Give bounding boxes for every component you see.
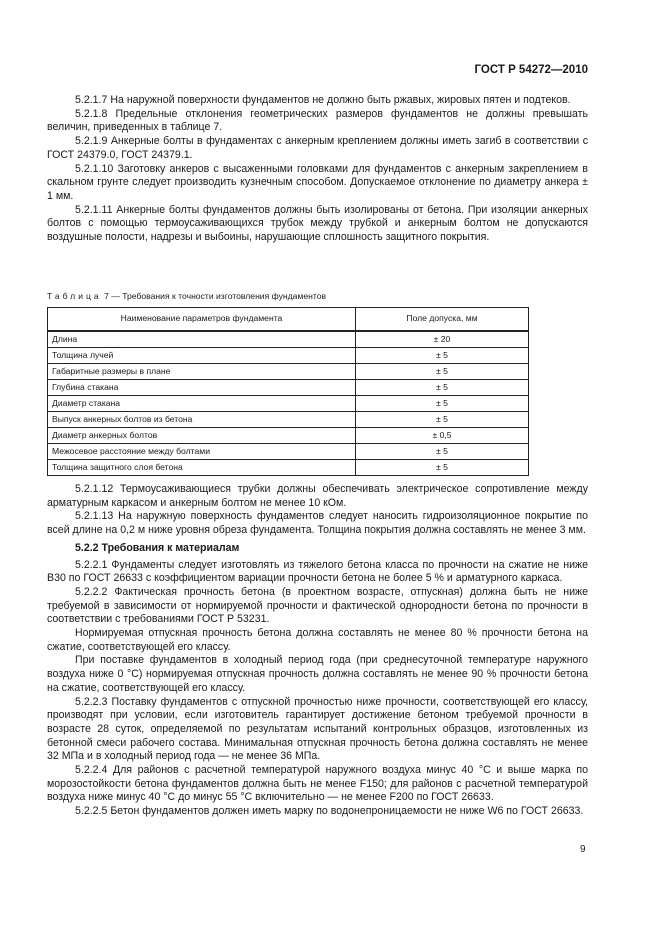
page-number: 9 xyxy=(580,844,586,855)
table-header-row xyxy=(48,308,529,332)
tolerance-cell: ± 5 xyxy=(356,412,529,428)
paragraph: 5.2.1.11 Анкерные болты фундаментов должны быть изолированы от бетона. При изоляции анкерных болтов с помощью термоусаживающихся трубок между трубкой и анкерным болтом не допускаются воздушные полости, надрезы и выбоины, нарушающие сплошность защитного покрытия. xyxy=(47,203,588,244)
paragraph: 5.2.2.3 Поставку фундаментов с отпускной прочностью ниже прочности, соответствующей его классу, производят при условии, если изготовитель гарантирует достижение бетоном требуемой прочности в возрасте 28 суток, определяемой по результатам испытаний контрольных образцов, изготовленных из бетонной смеси рабочего состава. Минимальная отпускная прочность бетона должна составлять не менее 32 МПа и в холодный период года — не менее 36 МПа. xyxy=(47,695,588,763)
tolerance-cell: ± 20 xyxy=(356,331,529,348)
tolerance-cell: ± 5 xyxy=(356,396,529,412)
table-row xyxy=(48,428,529,444)
parameter-cell: Толщина защитного слоя бетона xyxy=(48,460,356,476)
paragraph: 5.2.1.8 Предельные отклонения геометрических размеров фундаментов не должны превышать величин, приведенных в таблице 7. xyxy=(47,107,588,134)
paragraph: 5.2.2.1 Фундаменты следует изготовлять из тяжелого бетона класса по прочности на сжатие не ниже В30 по ГОСТ 26633 с коэффициентом вариации прочности бетона не более 5 % и арматурного каркаса. xyxy=(47,558,588,585)
parameter-cell: Габаритные размеры в плане xyxy=(48,364,356,380)
paragraph: Нормируемая отпускная прочность бетона должна составлять не менее 80 % прочности бетона на сжатие, соответствующей его классу. xyxy=(47,627,588,653)
document-id-header: ГОСТ Р 54272—2010 xyxy=(474,64,588,76)
parameter-cell: Диаметр стакана xyxy=(48,396,356,412)
parameter-cell: Выпуск анкерных болтов из бетона xyxy=(48,412,356,428)
tolerance-cell: ± 5 xyxy=(356,444,529,460)
table-row xyxy=(48,380,529,396)
paragraph: 5.2.1.12 Термоусаживающиеся трубки должны обеспечивать электрическое сопротивление между арматурным каркасом и анкерным болтом не менее 10 кОм. xyxy=(47,483,588,509)
parameter-cell: Межосевое расстояние между болтами xyxy=(48,444,356,460)
table-row xyxy=(48,444,529,460)
paragraphs-mid xyxy=(47,483,588,819)
parameter-cell: Диаметр анкерных болтов xyxy=(48,428,356,444)
column-header-tolerance: Поле допуска, мм xyxy=(356,308,529,332)
section-heading: 5.2.2 Требования к материалам xyxy=(75,541,240,554)
parameter-cell: Длина xyxy=(48,331,356,348)
table-row xyxy=(48,412,529,428)
tolerance-cell: ± 0,5 xyxy=(356,428,529,444)
paragraph: 5.2.2.5 Бетон фундаментов должен иметь марку по водонепроницаемости не ниже W6 по ГОСТ 26633. xyxy=(75,805,584,818)
column-header-parameter: Наименование параметров фундамента xyxy=(48,308,356,332)
paragraph: 5.2.1.9 Анкерные болты в фундаментах с анкерным креплением должны иметь загиб в соответствии с ГОСТ 24379.0, ГОСТ 24379.1. xyxy=(47,135,588,161)
tolerance-cell: ± 5 xyxy=(356,364,529,380)
paragraph: 5.2.1.13 На наружную поверхность фундаментов следует наносить гидроизоляционное покрытие по всей длине на 0,2 м ниже уровня обреза фундамента. Толщина покрытия должна составлять не менее 3 мм. xyxy=(47,510,588,537)
table-caption-label: Таблица xyxy=(47,291,102,301)
table-row xyxy=(48,348,529,364)
table-row xyxy=(48,460,529,476)
tolerance-cell: ± 5 xyxy=(356,348,529,364)
paragraph: 5.2.1.7 На наружной поверхности фундаментов не должно быть ржавых, жировых пятен и подтеков. xyxy=(75,94,571,106)
table-row xyxy=(48,331,529,348)
tolerance-cell: ± 5 xyxy=(356,380,529,396)
table-row xyxy=(48,396,529,412)
paragraph: 5.2.1.10 Заготовку анкеров с высаженными головками для фундаментов с анкерным закреплением в скальном грунте следует производить кузнечным способом. Допускаемое отклонение по диаметру анкера ± 1 мм. xyxy=(47,162,588,202)
table-caption xyxy=(47,290,588,304)
table-row xyxy=(48,364,529,380)
paragraph: При поставке фундаментов в холодный период года (при среднесуточной температуре наружного воздуха ниже 0 °С) нормируемая отпускная прочность должна составлять не менее 90 % прочности бетона на сжатие, соответствующей его классу. xyxy=(47,654,588,694)
paragraphs-top xyxy=(47,94,588,245)
tolerance-cell: ± 5 xyxy=(356,460,529,476)
paragraph: 5.2.2.2 Фактическая прочность бетона (в проектном возрасте, отпускная) должна быть не ниже требуемой в зависимости от нормируемой прочности и фактической однородности бетона по прочности в соответствии с требованиями ГОСТ Р 53231. xyxy=(47,585,588,626)
parameter-cell: Толщина лучей xyxy=(48,348,356,364)
paragraph: 5.2.2.4 Для районов с расчетной температурой наружного воздуха минус 40 °С и выше марка по морозостойкости бетона фундаментов должна быть не менее F150; для районов с расчетной температурой воздуха ниже минус 40 °С до минус 55 °С включительно — не менее F200 по ГОСТ 26633. xyxy=(47,764,588,804)
parameter-cell: Глубина стакана xyxy=(48,380,356,396)
table-caption-text: 7 — Требования к точности изготовления фундаментов xyxy=(104,291,327,301)
tolerance-table xyxy=(47,307,529,476)
